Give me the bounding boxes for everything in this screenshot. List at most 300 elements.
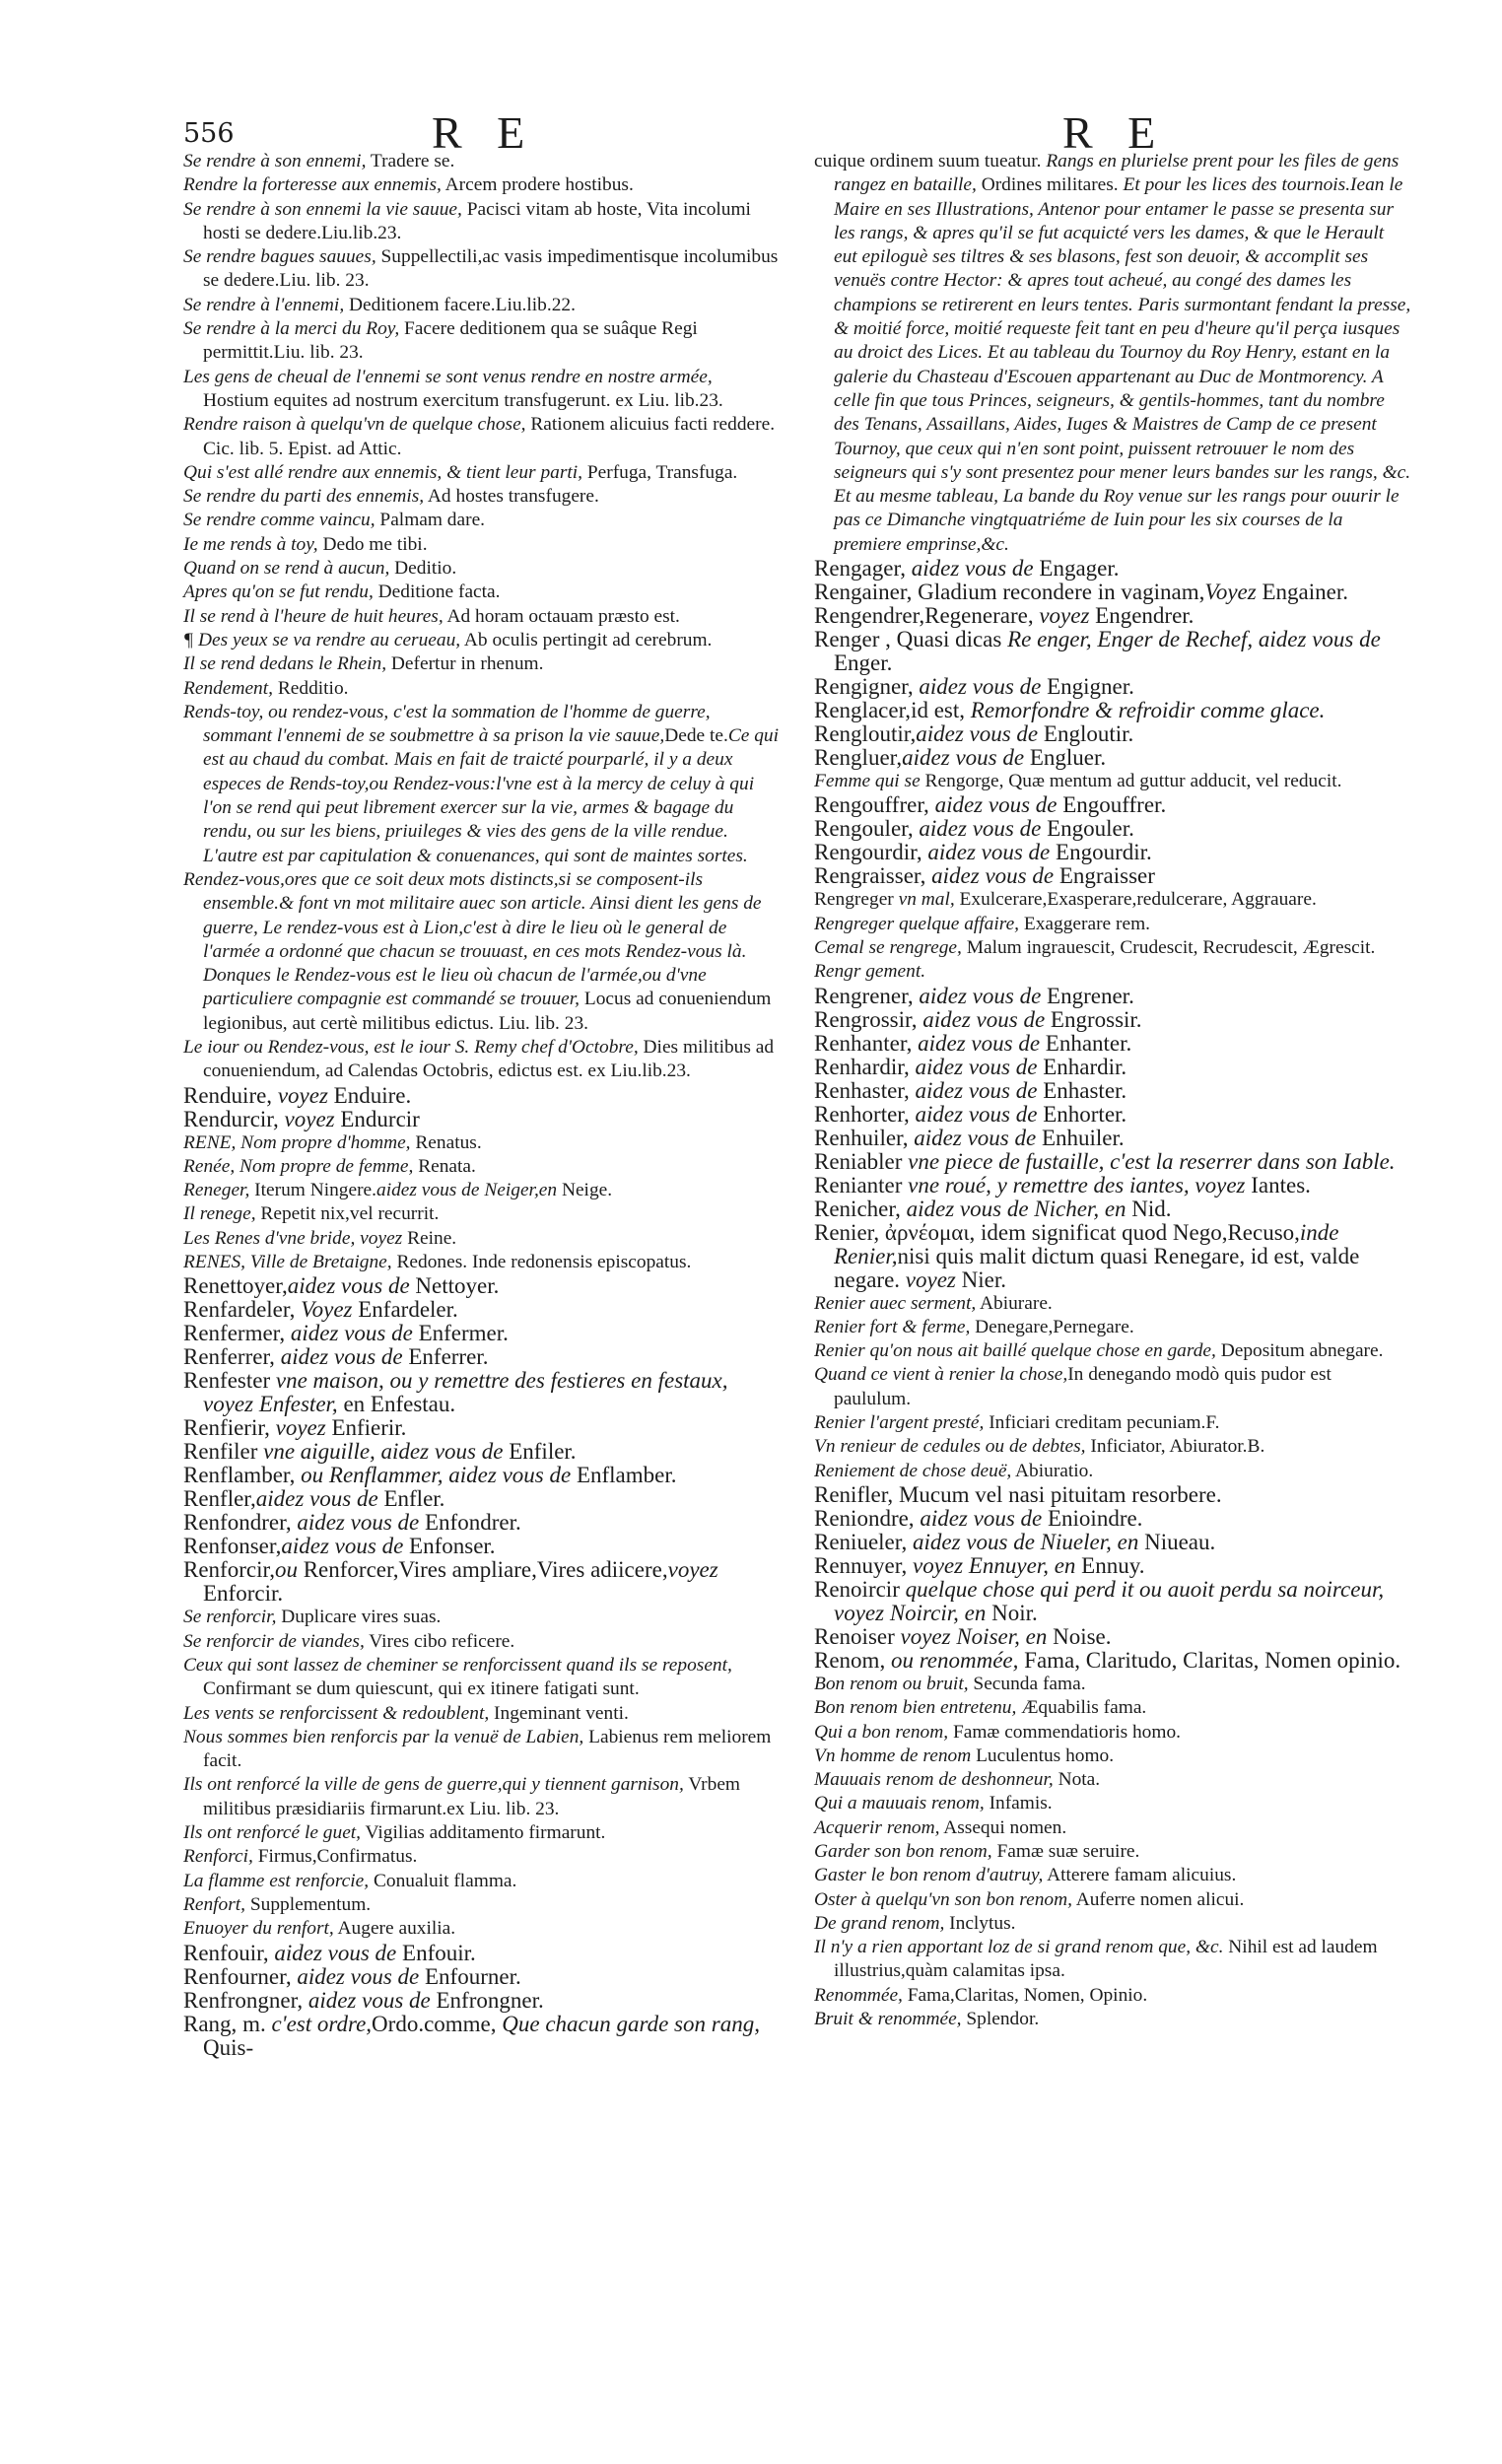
latin-text: Duplicare vires suas.: [276, 1607, 442, 1628]
dictionary-entry: [814, 864, 1411, 888]
dictionary-entry: [183, 1179, 781, 1202]
french-text: aidez vous de: [916, 721, 1039, 747]
headword: Renhuiler,: [814, 1125, 909, 1150]
headword: Renianter: [814, 1172, 903, 1198]
dictionary-entry: [183, 1440, 781, 1464]
latin-text: Enduire.: [327, 1082, 412, 1108]
headword: Rengigner,: [814, 674, 914, 700]
latin-text: Deditio.: [389, 558, 457, 580]
headword: Renduire,: [183, 1082, 273, 1108]
french-text: vne aiguille, aidez vous de: [257, 1439, 504, 1465]
latin-text: Enger.: [834, 650, 893, 676]
latin-text: Ad hostes transfugere.: [424, 486, 599, 508]
latin-text: Reine.: [402, 1227, 457, 1249]
dictionary-entry: [183, 1726, 781, 1774]
right-column: [814, 150, 1411, 2031]
dictionary-entry: [183, 1131, 781, 1155]
headword: Rengorge,: [920, 771, 1004, 792]
latin-text: Enhanter.: [1040, 1030, 1132, 1056]
french-text: Les gens de cheual de l'ennemi se sont venus rendre en nostre armée,: [183, 366, 713, 387]
dictionary-entry: [814, 1363, 1411, 1411]
dictionary-entry: [183, 150, 781, 173]
dictionary-entry: [814, 2008, 1411, 2031]
dictionary-entry: [814, 1150, 1411, 1174]
latin-text: Endurcir: [334, 1106, 420, 1131]
french-text: Vn homme de renom: [814, 1745, 972, 1766]
latin-text: Hostium equites ad nostrum exercitum transfugerunt. ex Liu. lib.23.: [203, 389, 723, 411]
french-text: Voyez: [1204, 580, 1257, 605]
headword: Rengouffrer,: [814, 792, 929, 818]
dictionary-entry: [183, 1227, 781, 1251]
dictionary-entry: [814, 722, 1411, 746]
french-text: aidez vous de Nicher, en: [900, 1196, 1126, 1221]
latin-text: Facere deditionem qua se suâque Regi permittit.Liu. lib. 23.: [203, 318, 698, 364]
headword: Renglacer,: [814, 698, 912, 723]
latin-text: Enfardeler.: [352, 1297, 458, 1323]
dictionary-entry: [183, 868, 781, 1036]
headword: Rengainer,: [814, 580, 913, 605]
dictionary-entry: [814, 628, 1411, 675]
latin-text: Enfrongner.: [430, 1987, 544, 2013]
french-text: aidez vous de: [913, 816, 1042, 842]
french-text: Rendez-vous,ores que ce soit deux mots distincts,si se composent-ils ensemble.& font vn mot militaire auec son article. Ainsi dient les gens de guerre, Le rendez-vous est à Lion,c'est à dire le lieu où le general de l'armée a ordonné que chacun se trouuast, en ces mots Rendez-vous là. Donques le Rendez-vous est le lieu où chacun de l'armée,ou d'vne particuliere compagnie est commandé se trouuer,: [183, 868, 762, 1010]
headword: Rengendrer,: [814, 603, 925, 629]
dictionary-entry: [814, 1984, 1411, 2008]
dictionary-entry: [183, 677, 781, 701]
french-text: Renfort,: [183, 1893, 246, 1915]
dictionary-entry: [183, 652, 781, 676]
latin-text: cuique ordinem suum tueatur.: [814, 151, 1042, 171]
headword: Rengourdir,: [814, 840, 922, 865]
dictionary-entry: [183, 1298, 781, 1322]
dictionary-entry: [183, 1942, 781, 1965]
french-text: vne maison, ou y remettre des festieres en festaux, voyez Enfester,: [203, 1368, 728, 1417]
french-text: aidez vous de: [928, 792, 1058, 818]
latin-text: Enflamber.: [571, 1463, 677, 1488]
french-text: aidez vous de: [303, 1987, 431, 2013]
headword: Rengraisser,: [814, 863, 926, 889]
dictionary-entry: [183, 1274, 781, 1298]
french-text: aidez vous de: [922, 840, 1051, 865]
dictionary-entry: [183, 1606, 781, 1629]
dictionary-entry: [814, 841, 1411, 864]
latin-text: Conualuit flamma.: [369, 1870, 517, 1891]
dictionary-entry: [183, 1870, 781, 1893]
latin-text: Palmam dare.: [375, 510, 486, 531]
french-text: aidez vous de: [285, 1321, 413, 1346]
dictionary-entry: [183, 461, 781, 485]
latin-text: Niueau.: [1138, 1529, 1216, 1554]
french-text: Il se rend à l'heure de huit heures,: [183, 605, 444, 627]
latin-text: Abiuratio.: [1011, 1460, 1094, 1481]
latin-text: Enfler.: [377, 1486, 445, 1512]
latin-text: Enioindre.: [1042, 1505, 1143, 1531]
latin-text: Fama,Claritas, Nomen, Opinio.: [902, 1984, 1148, 2006]
latin-text: Firmus,Confirmatus.: [252, 1846, 418, 1868]
dictionary-entry: [814, 888, 1411, 912]
french-text: aidez vous de: [913, 983, 1042, 1008]
dictionary-entry: [183, 366, 781, 414]
dictionary-entry: [814, 1840, 1411, 1864]
latin-text: Arcem prodere hostibus.: [441, 174, 634, 196]
french-text: voyez: [900, 1266, 956, 1292]
dictionary-entry: [183, 1416, 781, 1440]
dictionary-entry: [814, 913, 1411, 936]
french-text: aidez vous de: [914, 1505, 1043, 1531]
latin-text: id est,: [911, 698, 966, 723]
dictionary-entry: [814, 793, 1411, 817]
french-text: Quand on se rend à aucun,: [183, 558, 390, 580]
dictionary-entry: [814, 557, 1411, 581]
french-text: Se rendre du parti des ennemis,: [183, 486, 425, 508]
french-text: aidez vous de: [291, 1963, 420, 1989]
latin-text: Atterere famam alicuius.: [1043, 1865, 1237, 1886]
latin-text: Ennuy.: [1075, 1552, 1145, 1578]
latin-text: Vigilias additamento firmarunt.: [361, 1822, 606, 1844]
french-text: Renier l'argent presté,: [814, 1412, 985, 1434]
french-text: Reneger,: [183, 1180, 250, 1201]
latin-text: Inficiari creditam pecuniam.F.: [984, 1412, 1220, 1434]
dictionary-entry: [183, 198, 781, 246]
dictionary-entry: [814, 1745, 1411, 1768]
headword: Rengreger: [814, 889, 894, 911]
headword: Renfouir,: [183, 1940, 269, 1965]
latin-text: Famæ commendatioris homo.: [948, 1721, 1181, 1743]
french-text: Se rendre à la merci du Roy,: [183, 318, 400, 340]
headword: Renfonser,: [183, 1534, 282, 1559]
french-text: voyez: [278, 1106, 335, 1131]
headword: Rengager,: [814, 556, 906, 582]
latin-text: Ordines militares.: [976, 174, 1119, 196]
dictionary-entry: [814, 1673, 1411, 1696]
headword: Renom,: [814, 1647, 886, 1673]
latin-text: Enhorter.: [1037, 1101, 1127, 1127]
french-text: voyez: [269, 1415, 326, 1441]
latin-text: Engager.: [1033, 556, 1120, 582]
headword: Renicher,: [814, 1196, 901, 1221]
dictionary-entry: [814, 1888, 1411, 1912]
french-text: Bon renom bien entretenu,: [814, 1697, 1017, 1719]
french-text: Rangs en plurielse prent pour les files de gens rangez en bataille,: [834, 151, 1400, 196]
french-text: Renier fort & ferme,: [814, 1316, 971, 1337]
latin-text: Engendrer.: [1089, 603, 1195, 629]
dictionary-entry: [814, 770, 1411, 793]
headword: Renfrongner,: [183, 1987, 304, 2013]
latin-text: Denegare,Pernegare.: [970, 1316, 1134, 1337]
headword: Renforcir,: [183, 1557, 275, 1583]
french-text: aidez vous de: [909, 1077, 1038, 1103]
french-text: Ils ont renforcé le guet,: [183, 1822, 362, 1844]
latin-text: Exulcerare,Exasperare,redulcerare, Aggrauare.: [954, 889, 1317, 911]
dictionary-entry: [183, 605, 781, 629]
french-text: La flamme est renforcie,: [183, 1870, 370, 1891]
french-text: vn mal,: [893, 889, 955, 911]
dictionary-entry: [814, 1056, 1411, 1079]
dictionary-entry: [814, 1127, 1411, 1150]
latin-text: Renforcer,Vires ampliare,Vires adiicere,: [297, 1557, 668, 1583]
dictionary-entry: [183, 485, 781, 509]
french-text: Remorfondre & refroidir comme glace.: [965, 698, 1326, 723]
dictionary-entry: [814, 1079, 1411, 1103]
french-text: aidez vous de: [291, 1510, 420, 1536]
latin-text: m.: [237, 2011, 272, 2036]
headword: Renifler,: [814, 1481, 894, 1507]
latin-text: Infamis.: [984, 1793, 1053, 1814]
french-text: Ie me rends à toy,: [183, 533, 318, 555]
french-text: Renommée,: [814, 1984, 903, 2006]
latin-text: Tradere se.: [366, 151, 455, 171]
latin-text: Enfouir.: [396, 1940, 476, 1965]
french-text: ou Renflammer, aidez vous de: [295, 1463, 572, 1488]
dictionary-entry: [814, 1912, 1411, 1936]
latin-text: Enhuiler.: [1036, 1125, 1125, 1150]
dictionary-entry: [183, 1369, 781, 1416]
french-text: c'est ordre,: [271, 2011, 373, 2036]
dictionary-entry: [814, 1936, 1411, 1984]
headword: Rengouler,: [814, 816, 914, 842]
latin-text: Vires cibo reficere.: [364, 1630, 515, 1652]
dictionary-entry: [814, 1792, 1411, 1815]
dictionary-entry: [814, 1103, 1411, 1127]
dictionary-entry: [814, 936, 1411, 960]
french-text: aidez vous de: [917, 1006, 1046, 1032]
running-head-right: R E: [1062, 107, 1168, 158]
latin-text: Æquabilis fama.: [1016, 1697, 1147, 1719]
dictionary-entry: [814, 1649, 1411, 1673]
dictionary-entry: [183, 1965, 781, 1989]
latin-text: Inclytus.: [944, 1912, 1016, 1934]
french-text: voyez: [272, 1082, 328, 1108]
french-text: Rengreger quelque affaire,: [814, 913, 1020, 934]
dictionary-entry: [814, 604, 1411, 628]
french-text: Se renforcir de viandes,: [183, 1630, 365, 1652]
latin-text: Enforcir.: [203, 1581, 284, 1607]
french-text: voyez Noiser, en: [894, 1623, 1048, 1649]
latin-text: Supplementum.: [245, 1893, 372, 1915]
french-text: Et pour les lices des tournois.Iean le Maire en ses Illustrations, Antenor pour entamer le passe se presenta sur les rangs, & apres qu'il se fut acquicté vers les dames, & que le Herault eut epiloguè ses tiltres & ses blasons, fest son deuoir, & accomplit ses venuës contre Hector: & apres tout acheué, au congé des dames les champions se retirerent en leurs tentes. Paris surmontant fendant la presse, & moitié force, moitié requeste feit tant en peu d'heure qu'il perça iusques au droict des Lices. Et au tableau du Tournoy du Roy Henry, estant en la galerie du Chasteau d'Escouen appartenant au Duc de Montmorency. A celle fin que tous Princes, seigneurs, & gentils-hommes, tant du nombre des Tenans, Assaillans, Aides, Iuges & Maistres de Camp de ce present Tournoy, que ceux qui n'en sont point, puissent retrouuer le nom des seigneurs qui s'y sont presentez pour mener leurs bandes sur les rangs, &c. Et au mesme tableau, La bande du Roy venue sur les rangs pour ouurir le pas ce Dimanche vingtquatriéme de Iuin pour les six courses de la premiere emprinse,&c.: [834, 174, 1411, 555]
latin-text: Quasi dicas: [890, 627, 1002, 652]
latin-text: Defertur in rhenum.: [386, 653, 544, 675]
dictionary-entry: [183, 413, 781, 461]
french-text: RENES, Ville de Bretaigne,: [183, 1252, 392, 1273]
french-text: Cemal se rengrege,: [814, 936, 962, 958]
french-text: ou renommée,: [885, 1647, 1019, 1673]
french-text: aidez vous de: [913, 674, 1042, 700]
latin-text: Dies militibus ad conueniendum, ad Calendas Octobris, edictus est. ex Liu.lib.23.: [203, 1036, 775, 1082]
latin-text: Engluer.: [1024, 745, 1107, 771]
french-text: Se rendre comme vaincu,: [183, 510, 376, 531]
french-text: Garder son bon renom,: [814, 1840, 992, 1862]
latin-text: Enfiler.: [503, 1439, 577, 1465]
latin-text: nisi quis malit dictum quasi Renegare, id est, valde negare.: [834, 1243, 1360, 1292]
dictionary-entry: [814, 1864, 1411, 1887]
dictionary-entry: [814, 1008, 1411, 1032]
headword: Renhardir,: [814, 1054, 910, 1079]
headword: Renoiser: [814, 1623, 895, 1649]
headword: Rang,: [183, 2011, 238, 2036]
dictionary-entry: [814, 1531, 1411, 1554]
headword: Renfiler: [183, 1439, 258, 1465]
dictionary-entry: [814, 1721, 1411, 1745]
dictionary-entry: [183, 1845, 781, 1869]
french-text: Se rendre à l'ennemi,: [183, 294, 345, 315]
dictionary-entry: [183, 1511, 781, 1535]
french-text: aidez vous de Neiger,en: [376, 1180, 558, 1201]
latin-text: Luculentus homo.: [971, 1745, 1115, 1766]
headword: Rengrener,: [814, 983, 914, 1008]
dictionary-entry: [183, 317, 781, 366]
french-text: Renée, Nom propre de femme,: [183, 1155, 414, 1177]
french-text: Se rendre à son ennemi,: [183, 151, 367, 171]
latin-text: Rationem alicuius facti reddere. Cic. lib. 5. Epist. ad Attic.: [203, 414, 776, 459]
dictionary-entry: [183, 1036, 781, 1084]
dictionary-entry: [183, 509, 781, 532]
french-text: aidez vous de: [287, 1273, 410, 1299]
french-text: ¶ Des yeux se va rendre au cerueau,: [183, 629, 461, 650]
french-text: Renier qu'on nous ait baillé quelque chose en garde,: [814, 1340, 1216, 1362]
latin-text: Quæ mentum ad guttur adducit, vel reducit.: [1003, 771, 1342, 792]
french-text: Les vents se renforcissent & redoublent,: [183, 1702, 490, 1724]
french-text: Les Renes d'vne bride, voyez: [183, 1227, 403, 1249]
latin-text: Iterum Ningere.: [249, 1180, 376, 1201]
latin-text: Secunda fama.: [968, 1673, 1086, 1694]
french-text: Rends-toy, ou rendez-vous, c'est la sommation de l'homme de guerre, sommant l'ennemi de se soubmettre à sa prison la vie sauue,: [183, 701, 711, 747]
headword: Rennuyer,: [814, 1552, 908, 1578]
french-text: Ils ont renforcé la ville de gens de guerre,qui y tiennent garnison,: [183, 1774, 684, 1796]
latin-text: Noise.: [1047, 1623, 1112, 1649]
latin-text: Malum ingrauescit, Crudescit, Recrudescit, Ægrescit.: [961, 936, 1376, 958]
french-text: Rendre raison à quelqu'vn de quelque chose,: [183, 414, 526, 436]
headword: Renger ,: [814, 627, 891, 652]
dictionary-entry: [814, 1460, 1411, 1483]
french-text: Qui a mauuais renom,: [814, 1793, 985, 1814]
dictionary-entry: [814, 1174, 1411, 1198]
french-text: Acquerir renom,: [814, 1816, 940, 1838]
latin-text: In denegando modò quis pudor est paululum.: [834, 1364, 1331, 1409]
headword: Reniondre,: [814, 1505, 915, 1531]
latin-text: Enhardir.: [1037, 1054, 1127, 1079]
french-text: Nous sommes bien renforcis par la venuë de Labien,: [183, 1726, 584, 1747]
latin-text: Famæ suæ seruire.: [991, 1840, 1140, 1862]
latin-text: Neige.: [557, 1180, 613, 1201]
latin-text: Quis-: [203, 2034, 254, 2060]
dictionary-entry: [814, 746, 1411, 770]
french-text: Le iour ou Rendez-vous, est le iour S. Remy chef d'Octobre,: [183, 1036, 639, 1058]
dictionary-entry: [183, 533, 781, 557]
dictionary-entry: [814, 1768, 1411, 1792]
latin-text: Engainer.: [1256, 580, 1348, 605]
french-text: aidez vous de: [902, 745, 1025, 771]
french-text: Femme qui se: [814, 771, 921, 792]
french-text: aidez vous de Niueler, en: [907, 1529, 1139, 1554]
french-text: aidez vous de: [909, 1054, 1038, 1079]
french-text: inde Renier,: [834, 1219, 1339, 1268]
french-text: Se renforcir,: [183, 1607, 277, 1628]
headword: Renflamber,: [183, 1463, 296, 1488]
dictionary-entry: [814, 1625, 1411, 1649]
french-text: Qui s'est allé rendre aux ennemis, & tient leur parti,: [183, 461, 583, 483]
french-text: quelque chose qui perd it ou auoit perdu sa noirceur, voyez Noircir, en: [834, 1576, 1385, 1625]
french-text: RENE, Nom propre d'homme,: [183, 1131, 411, 1153]
dictionary-entry: [814, 699, 1411, 722]
dictionary-entry: [183, 629, 781, 652]
dictionary-entry: [183, 1535, 781, 1558]
french-text: Gaster le bon renom d'autruy,: [814, 1865, 1044, 1886]
dictionary-entry: [814, 1578, 1411, 1625]
latin-text: Engigner.: [1041, 674, 1134, 700]
latin-text: Regenerare,: [924, 603, 1034, 629]
french-text: Bruit & renommée,: [814, 2009, 962, 2030]
dictionary-entry: [183, 294, 781, 317]
latin-text: Depositum abnegare.: [1215, 1340, 1384, 1362]
latin-text: Dedo me tibi.: [317, 533, 428, 555]
dictionary-entry: [814, 1483, 1411, 1507]
latin-text: Engloutir.: [1038, 721, 1134, 747]
latin-text: Nid.: [1126, 1196, 1172, 1221]
headword: Renier,: [814, 1219, 880, 1245]
latin-text: Vrbem militibus præsidiariis firmarunt.ex Liu. lib. 23.: [203, 1774, 741, 1819]
latin-text: Enferrer.: [402, 1344, 489, 1370]
french-text: vne piece de fustaille, c'est la reserrer dans son Iable.: [902, 1148, 1396, 1174]
dictionary-entry: [183, 1821, 781, 1845]
latin-text: Locus ad conueniendum legionibus, aut certè militibus edictus. Liu. lib. 23.: [203, 989, 772, 1034]
french-text: Se rendre à son ennemi la vie sauue,: [183, 198, 462, 220]
latin-text: Ingeminant venti.: [489, 1702, 629, 1724]
latin-text: Enfierir.: [325, 1415, 407, 1441]
dictionary-entry: [183, 1155, 781, 1179]
french-text: De grand renom,: [814, 1912, 945, 1934]
latin-text: Fama, Claritudo, Claritas, Nomen opinio.: [1018, 1647, 1401, 1673]
headword: Renettoyer,: [183, 1273, 288, 1299]
dictionary-entry: [183, 1108, 781, 1131]
french-text: Rendre la forteresse aux ennemis,: [183, 174, 442, 196]
latin-text: Assequi nomen.: [939, 1816, 1067, 1838]
latin-text: Ab oculis pertingit ad cerebrum.: [460, 629, 713, 650]
french-text: aidez vous de: [925, 863, 1055, 889]
latin-text: Enfonser.: [403, 1534, 496, 1559]
latin-text: Deditione facta.: [373, 582, 501, 603]
dictionary-entry: [183, 2013, 781, 2060]
french-text: Se rendre bagues sauues,: [183, 246, 376, 268]
dictionary-entry: [183, 1989, 781, 2013]
headword: Renferrer,: [183, 1344, 275, 1370]
latin-text: Redditio.: [273, 677, 349, 699]
headword: Renfourner,: [183, 1963, 292, 1989]
latin-text: Enfondrer.: [419, 1510, 521, 1536]
dictionary-entry: [183, 1202, 781, 1226]
french-text: Qui a bon renom,: [814, 1721, 949, 1743]
latin-text: Exaggerare rem.: [1019, 913, 1151, 934]
latin-text: Ordo.comme,: [372, 2011, 497, 2036]
french-text: aidez vous de: [255, 1486, 378, 1512]
latin-text: Engourdir.: [1050, 840, 1152, 865]
dictionary-entry: [183, 1773, 781, 1821]
french-text: voyez: [1033, 603, 1090, 629]
latin-text: Perfuga, Transfuga.: [582, 461, 738, 483]
latin-text: Enfermer.: [412, 1321, 509, 1346]
latin-text: Engrossir.: [1045, 1006, 1142, 1032]
headword: Renfierir,: [183, 1415, 270, 1441]
dictionary-entry: [183, 701, 781, 868]
dictionary-entry: [814, 1198, 1411, 1221]
dictionary-entry: [814, 960, 1411, 984]
latin-text: Enhaster.: [1037, 1077, 1127, 1103]
left-column: [183, 150, 781, 2060]
french-text: Voyez: [295, 1297, 353, 1323]
dictionary-entry: [814, 1032, 1411, 1056]
french-text: Apres qu'on se fut rendu,: [183, 582, 374, 603]
latin-text: Renatus.: [410, 1131, 482, 1153]
